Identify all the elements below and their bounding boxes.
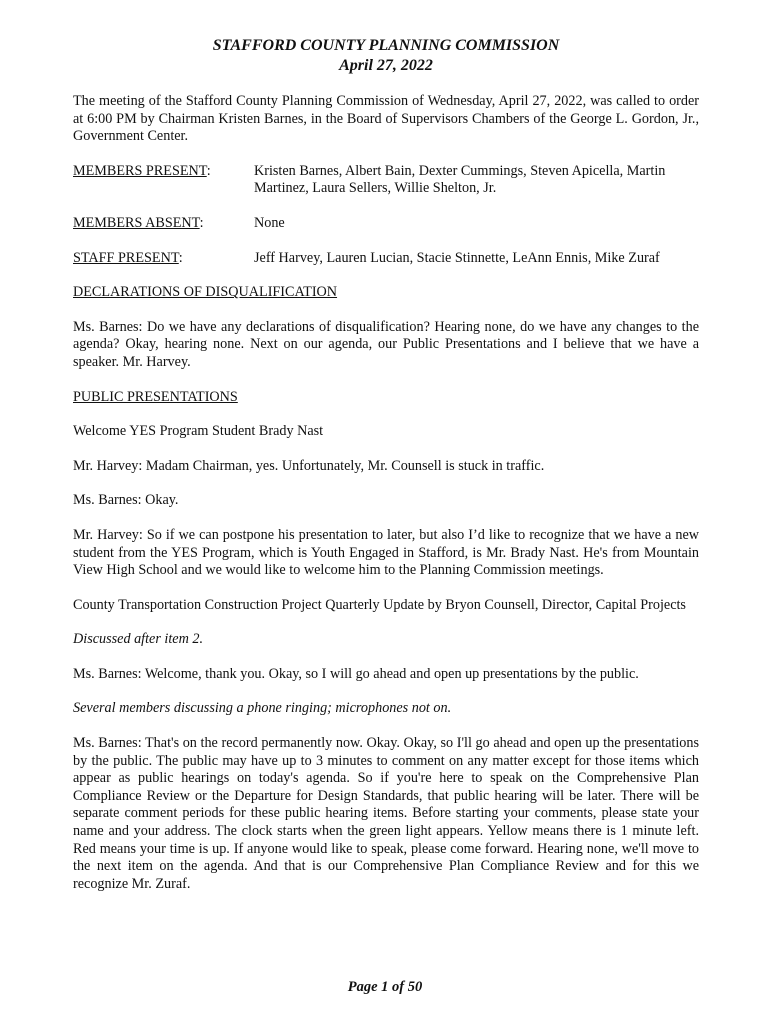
attendance-label: MEMBERS PRESENT bbox=[73, 162, 207, 179]
intro-paragraph: The meeting of the Stafford County Planning Commission of Wednesday, April 27, 2022, was called to order at 6:00 PM by Chairman Kristen Barnes, in the Board of Supervisors Chambers of the George L. Gordon, Jr., Government Center. bbox=[73, 93, 699, 145]
italic-note: Discussed after item 2. bbox=[73, 631, 204, 648]
italic-note: Several members discussing a phone ringing; microphones not on. bbox=[73, 700, 452, 717]
page-number: Page 1 of 50 bbox=[347, 979, 423, 995]
attendance-value: Jeff Harvey, Lauren Lucian, Stacie Stinnette, LeAnn Ennis, Mike Zuraf bbox=[254, 249, 660, 266]
section-heading-declarations: DECLARATIONS OF DISQUALIFICATION bbox=[73, 284, 338, 301]
attendance-label: STAFF PRESENT bbox=[73, 249, 179, 266]
agenda-item-transportation: County Transportation Construction Project Quarterly Update by Bryon Counsell, Director, Capital Projects bbox=[73, 596, 686, 613]
attendance-row-members-absent: MEMBERS ABSENT: None bbox=[73, 215, 699, 233]
transcript-paragraph: Ms. Barnes: Welcome, thank you. Okay, so I will go ahead and open up presentations by the public. bbox=[73, 665, 639, 682]
attendance-row-members-present: MEMBERS PRESENT: Kristen Barnes, Albert Bain, Dexter Cummings, Steven Apicella, Martin Martinez, Laura Sellers, Willie Shelton, Jr. bbox=[73, 163, 699, 198]
attendance-label: MEMBERS ABSENT bbox=[73, 214, 200, 231]
attendance-value: None bbox=[254, 214, 285, 231]
agenda-item-welcome: Welcome YES Program Student Brady Nast bbox=[73, 423, 324, 440]
transcript-paragraph: Mr. Harvey: So if we can postpone his presentation to later, but also I’d like to recognize that we have a new student from the YES Program, which is Youth Engaged in Stafford, is Mr. Brady Nast. He's from Mountain View High School and we would like to welcome him to the Planning Commission meetings. bbox=[73, 526, 699, 579]
document-page bbox=[73, 36, 699, 910]
transcript-paragraph: Mr. Harvey: Madam Chairman, yes. Unfortunately, Mr. Counsell is stuck in traffic. bbox=[73, 457, 545, 474]
section-heading-public-presentations: PUBLIC PRESENTATIONS bbox=[73, 388, 238, 405]
attendance-value: Kristen Barnes, Albert Bain, Dexter Cummings, Steven Apicella, Martin Martinez, Laura Sellers, Willie Shelton, Jr. bbox=[254, 162, 666, 197]
declarations-paragraph: Ms. Barnes: Do we have any declarations of disqualification? Hearing none, do we have any changes to the agenda? Okay, hearing none. Next on our agenda, our Public Presentations and I believe that we have a speaker. Mr. Harvey. bbox=[73, 318, 699, 370]
transcript-paragraph: Ms. Barnes: That's on the record permanently now. Okay. Okay, so I'll go ahead and open up the presentations by the public. The public may have up to 3 minutes to comment on any matter except for those items which appear as public hearings on today's agenda. So if you're here to speak on the Comprehensive Plan Compliance Review or the Departure for Design Standards, that public hearing will be later. There will be separate comment periods for these public hearing items. Before starting your comments, please state your name and your address. The clock starts when the green light appears. Yellow means there is 1 minute left. Red means your time is up. If anyone would like to speak, please come forward. Hearing none, we'll move to the next item on the agenda. And that is our Comprehensive Plan Compliance Review and for this we recognize Mr. Zuraf. bbox=[73, 735, 699, 892]
document-title: STAFFORD COUNTY PLANNING COMMISSION bbox=[212, 37, 560, 54]
document-date: April 27, 2022 bbox=[339, 57, 433, 74]
transcript-paragraph: Ms. Barnes: Okay. bbox=[73, 492, 179, 509]
attendance-row-staff-present: STAFF PRESENT: Jeff Harvey, Lauren Lucian, Stacie Stinnette, LeAnn Ennis, Mike Zuraf bbox=[73, 250, 699, 268]
